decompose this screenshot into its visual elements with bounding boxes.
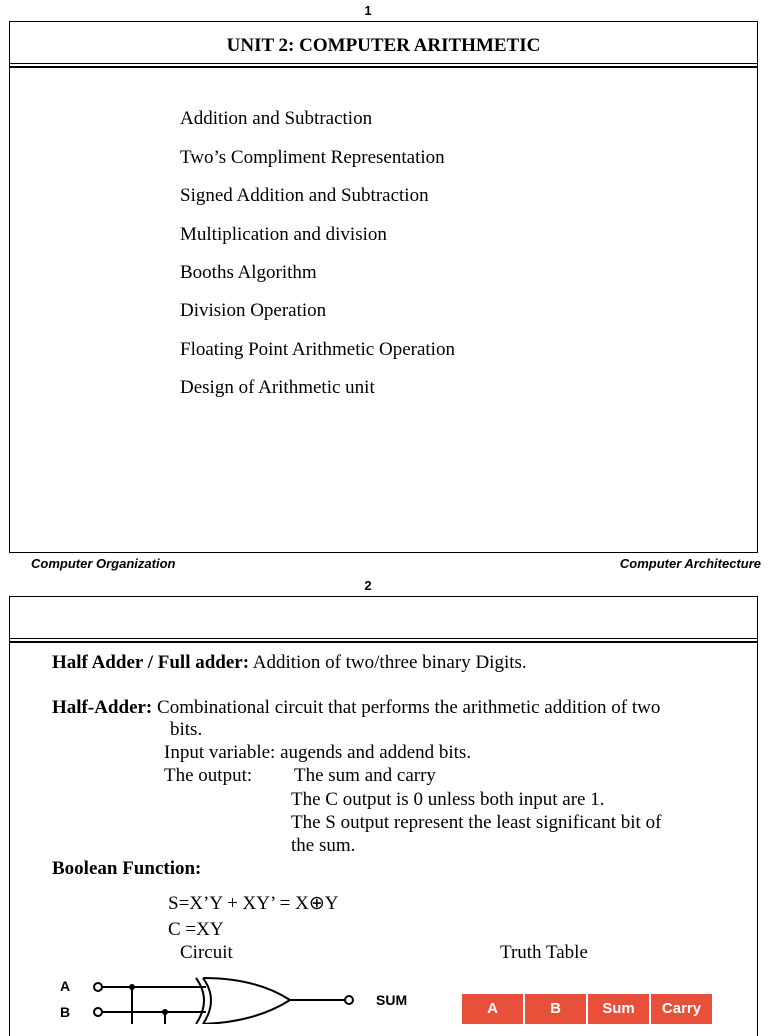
half-adder-text-cont: bits. [170, 719, 203, 740]
output-text: The sum and carry [294, 765, 436, 786]
input-b-label: B [60, 1004, 71, 1020]
input-variable-text: Input variable: augends and addend bits. [164, 742, 472, 763]
half-full-adder-line [52, 652, 527, 674]
title-divider [10, 63, 757, 68]
truth-table-header-cell: B [525, 994, 586, 1024]
truth-table-header [462, 994, 712, 1024]
topic-item: Signed Addition and Subtraction [180, 185, 429, 206]
truth-table-header-cell: A [462, 994, 523, 1024]
truth-table-header-cell: Sum [588, 994, 649, 1024]
half-adder-line [52, 697, 660, 719]
title-divider [10, 638, 757, 643]
topic-item: Division Operation [180, 300, 327, 321]
topic-item: Booths Algorithm [180, 262, 317, 283]
input-b-terminal [94, 1008, 102, 1016]
topic-item: Floating Point Arithmetic Operation [180, 339, 455, 360]
sum-output-terminal [345, 996, 353, 1004]
topic-item: Multiplication and division [180, 224, 387, 245]
page-number: 1 [364, 3, 372, 18]
half-adder-label: Half-Adder: [52, 697, 153, 718]
footer-left: Computer Organization [31, 556, 176, 571]
topic-item: Addition and Subtraction [180, 108, 373, 129]
page-number: 2 [364, 578, 372, 593]
s-output-text: The S output represent the least significant bit of [291, 812, 662, 833]
input-a-terminal [94, 983, 102, 991]
output-label: The output: [164, 765, 253, 786]
half-adder-text: Combinational circuit that performs the arithmetic addition of two [152, 697, 661, 718]
topic-item: Design of Arithmetic unit [180, 377, 375, 398]
slide-title: UNIT 2: COMPUTER ARITHMETIC [226, 35, 541, 56]
sum-equation: S=X’Y + XY’ = X⊕Y [168, 893, 339, 914]
xor-gate-icon [196, 978, 290, 1024]
boolean-function-label: Boolean Function: [52, 858, 202, 879]
circuit-label: Circuit [180, 942, 233, 963]
sum-output-label: SUM [376, 992, 408, 1008]
carry-equation: C =XY [168, 919, 224, 940]
s-output-text-cont: the sum. [291, 835, 356, 856]
footer-right: Computer Architecture [619, 556, 761, 571]
topic-item: Two’s Compliment Representation [180, 147, 445, 168]
truth-table-label: Truth Table [500, 942, 588, 963]
half-full-adder-label: Half Adder / Full adder: [52, 652, 250, 673]
half-full-adder-text: Addition of two/three binary Digits. [249, 652, 527, 673]
slide-1 [9, 21, 758, 553]
half-adder-circuit [0, 970, 400, 1024]
truth-table-header-cell: Carry [651, 994, 712, 1024]
c-output-text: The C output is 0 unless both input are 1. [291, 789, 605, 810]
input-a-label: A [60, 978, 71, 994]
